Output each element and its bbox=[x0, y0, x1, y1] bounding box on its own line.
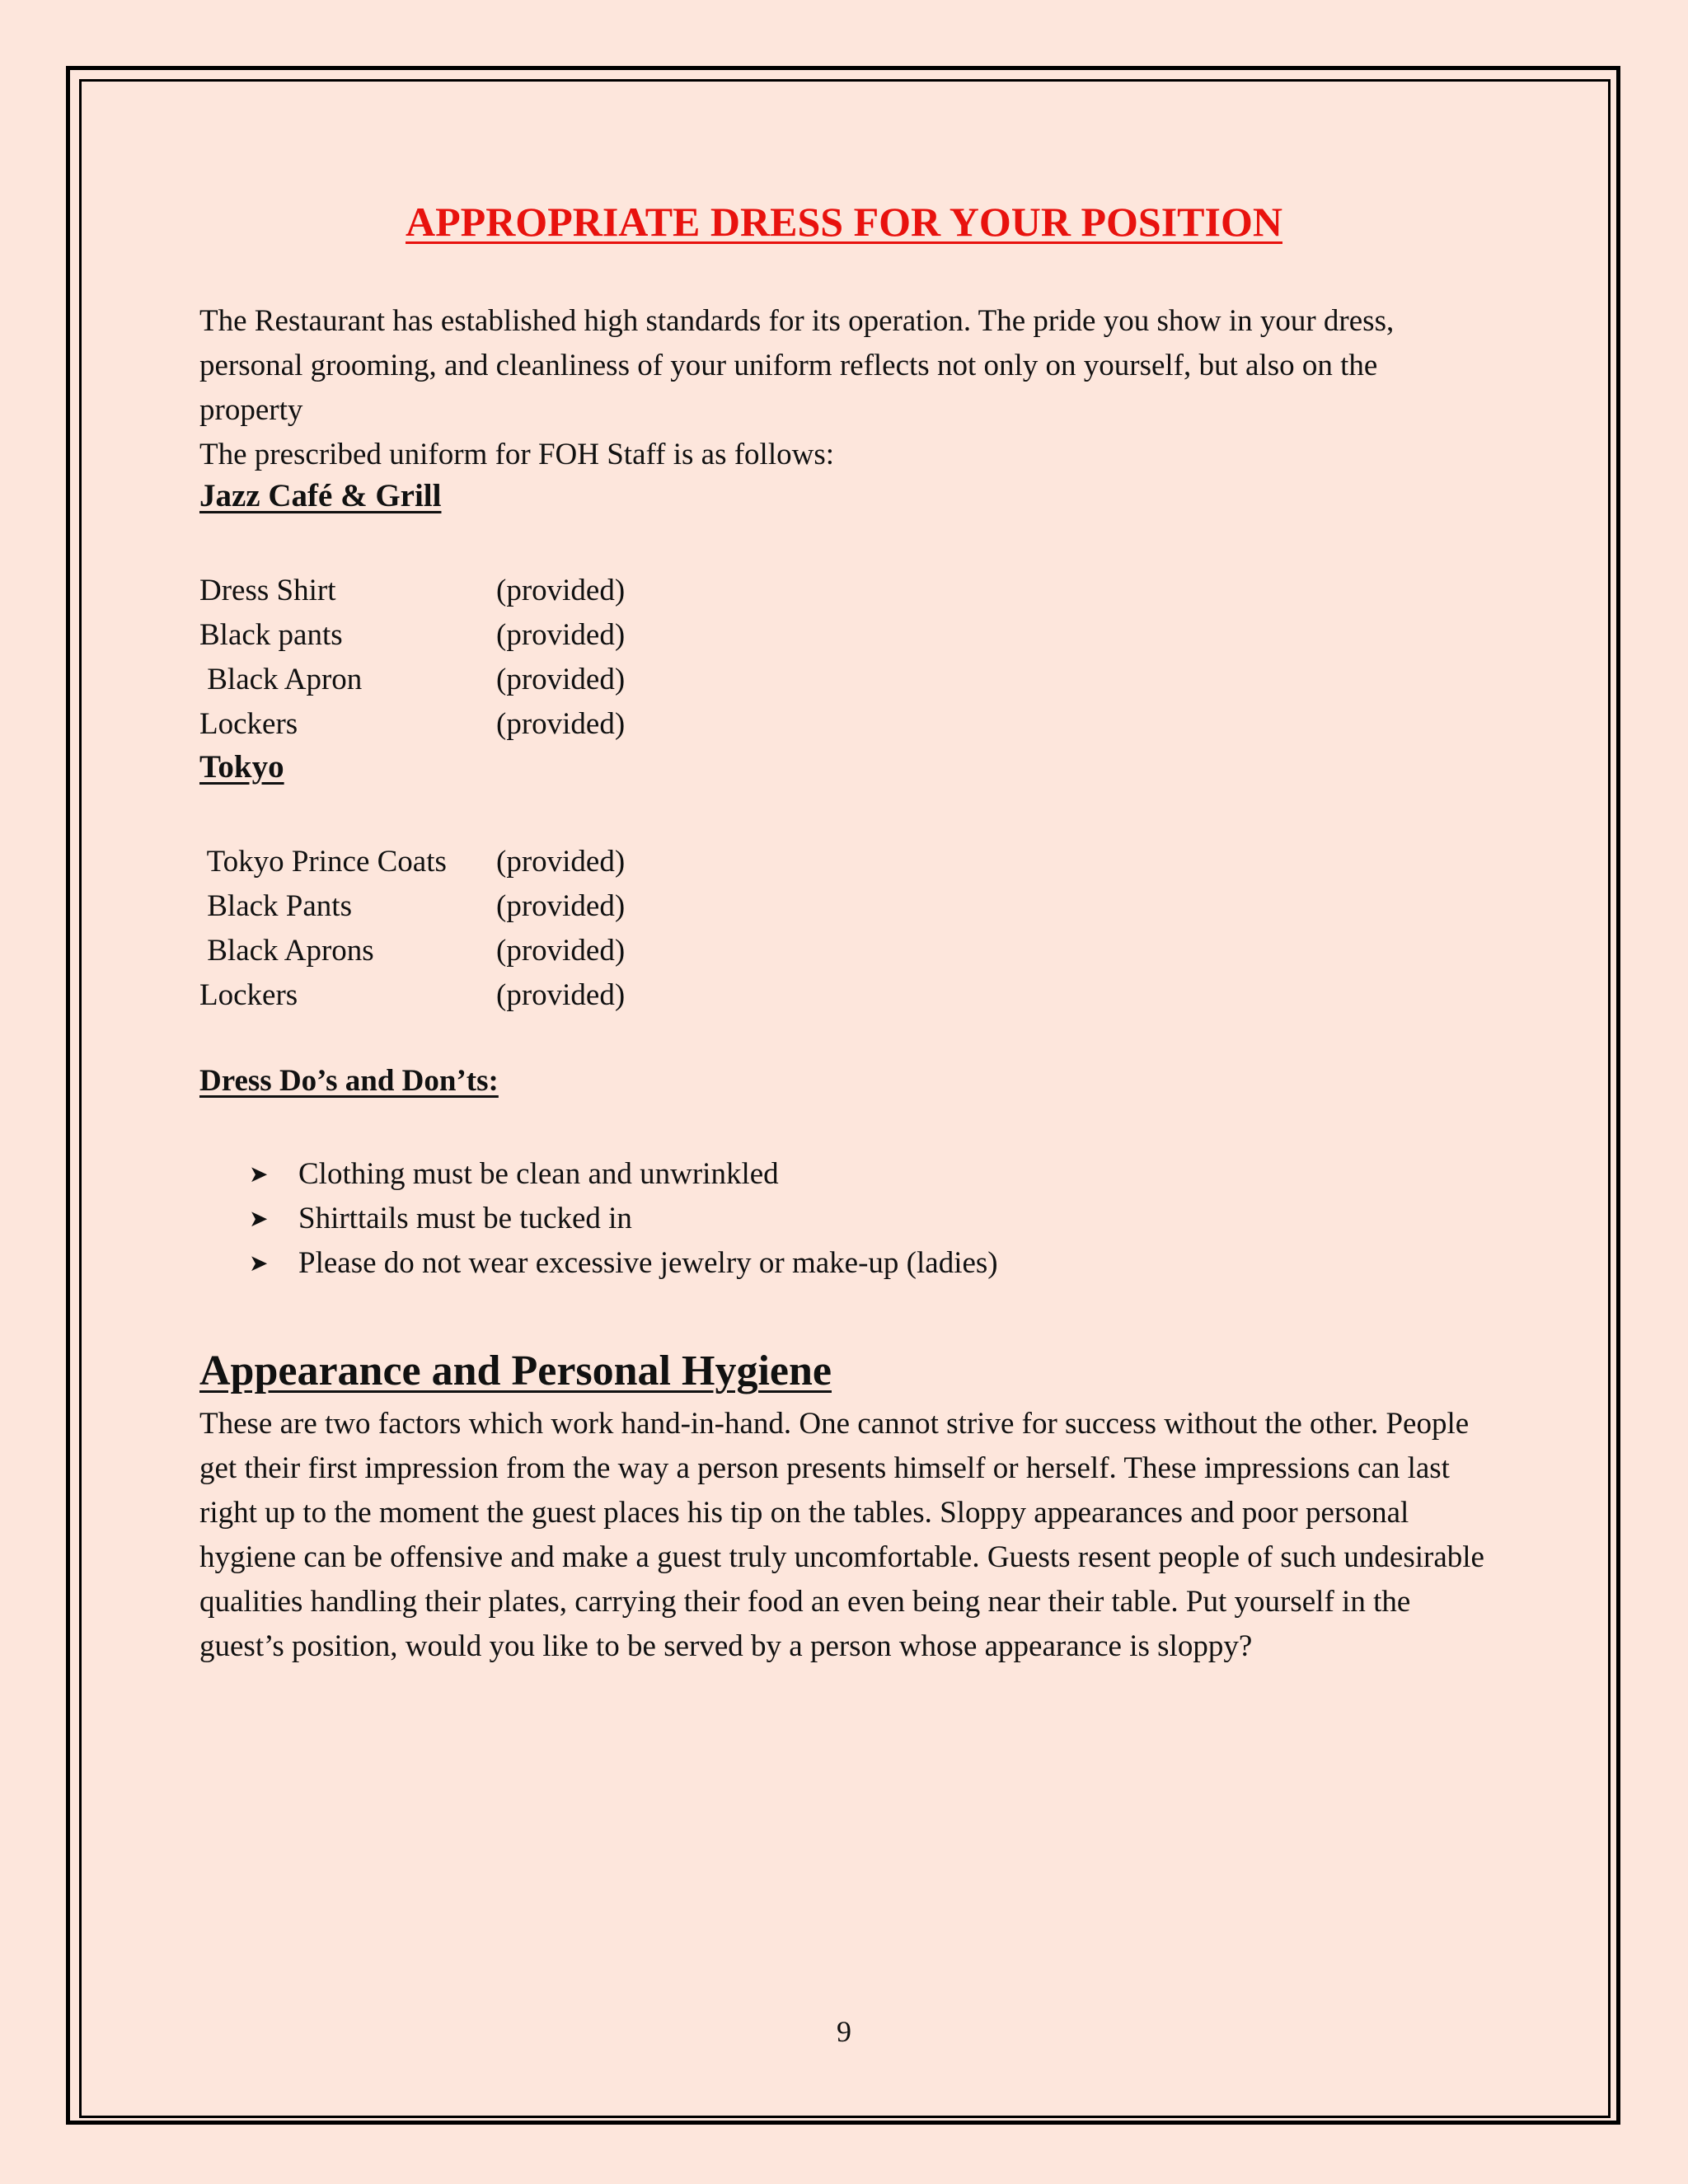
page-title: APPROPRIATE DRESS FOR YOUR POSITION bbox=[406, 199, 1282, 245]
list-item-text: Please do not wear excessive jewelry or make-up (ladies) bbox=[298, 1246, 998, 1280]
hygiene-paragraph: These are two factors which work hand-in-hand. One cannot strive for success without the other. People get their first impression from the way a person presents himself or herself. These impressions can last right up to the moment the guest places his tip on the tables. Sloppy appearances and poor personal hygiene can be offensive and make a guest truly uncomfortable. Guests resent people of such undesirable qualities handling their plates, carrying their food an even being near their table. Put yourself in the guest’s position, would you like to be served by a person whose appearance is sloppy? bbox=[199, 1407, 1484, 1663]
uniform-item-status: (provided) bbox=[496, 934, 626, 968]
uniform-row bbox=[199, 702, 859, 747]
uniform-row bbox=[199, 613, 859, 658]
uniform-item-name: Tokyo Prince Coats bbox=[199, 845, 447, 879]
jazz-uniform-list bbox=[199, 569, 859, 747]
uniform-row bbox=[199, 973, 859, 1018]
dress-rules-list bbox=[249, 1152, 998, 1286]
uniform-item-name: Black Aprons bbox=[199, 934, 374, 968]
list-item-text: Clothing must be clean and unwrinkled bbox=[298, 1157, 779, 1191]
uniform-item-status: (provided) bbox=[496, 663, 626, 696]
uniform-row bbox=[199, 658, 859, 702]
uniform-item-name: Dress Shirt bbox=[199, 574, 336, 607]
uniform-item-status: (provided) bbox=[496, 978, 626, 1012]
uniform-item-status: (provided) bbox=[496, 574, 626, 607]
uniform-row bbox=[199, 884, 859, 929]
list-item-text: Shirttails must be tucked in bbox=[298, 1202, 632, 1235]
dress-rules-heading: Dress Do’s and Don’ts: bbox=[199, 1064, 499, 1098]
uniform-item-status: (provided) bbox=[496, 845, 626, 879]
uniform-item-name: Black Pants bbox=[199, 889, 352, 923]
uniform-row bbox=[199, 569, 859, 613]
uniform-item-name: Lockers bbox=[199, 707, 298, 741]
intro-paragraph: The Restaurant has established high standards for its operation. The pride you show in your dress, personal grooming, and cleanliness of your uniform reflects not only on yourself, but also on the property bbox=[199, 304, 1395, 427]
list-item bbox=[249, 1152, 998, 1197]
uniform-row bbox=[199, 840, 859, 884]
arrowhead-bullet-icon: ➤ bbox=[249, 1160, 269, 1188]
uniform-item-status: (provided) bbox=[496, 889, 626, 923]
uniform-item-status: (provided) bbox=[496, 618, 626, 652]
tokyo-uniform-list bbox=[199, 840, 859, 1018]
uniform-item-name: Black pants bbox=[199, 618, 343, 652]
list-item bbox=[249, 1197, 998, 1241]
uniform-row bbox=[199, 929, 859, 973]
page-number: 9 bbox=[837, 2015, 851, 2048]
uniform-item-name: Black Apron bbox=[199, 663, 363, 696]
tokyo-heading: Tokyo bbox=[199, 749, 284, 785]
arrowhead-bullet-icon: ➤ bbox=[249, 1205, 269, 1232]
uniform-intro-line: The prescribed uniform for FOH Staff is as follows: bbox=[199, 438, 835, 471]
hygiene-heading: Appearance and Personal Hygiene bbox=[199, 1347, 832, 1394]
list-item bbox=[249, 1241, 998, 1286]
arrowhead-bullet-icon: ➤ bbox=[249, 1249, 269, 1277]
jazz-cafe-heading: Jazz Café & Grill bbox=[199, 478, 442, 513]
uniform-item-status: (provided) bbox=[496, 707, 626, 741]
uniform-item-name: Lockers bbox=[199, 978, 298, 1012]
